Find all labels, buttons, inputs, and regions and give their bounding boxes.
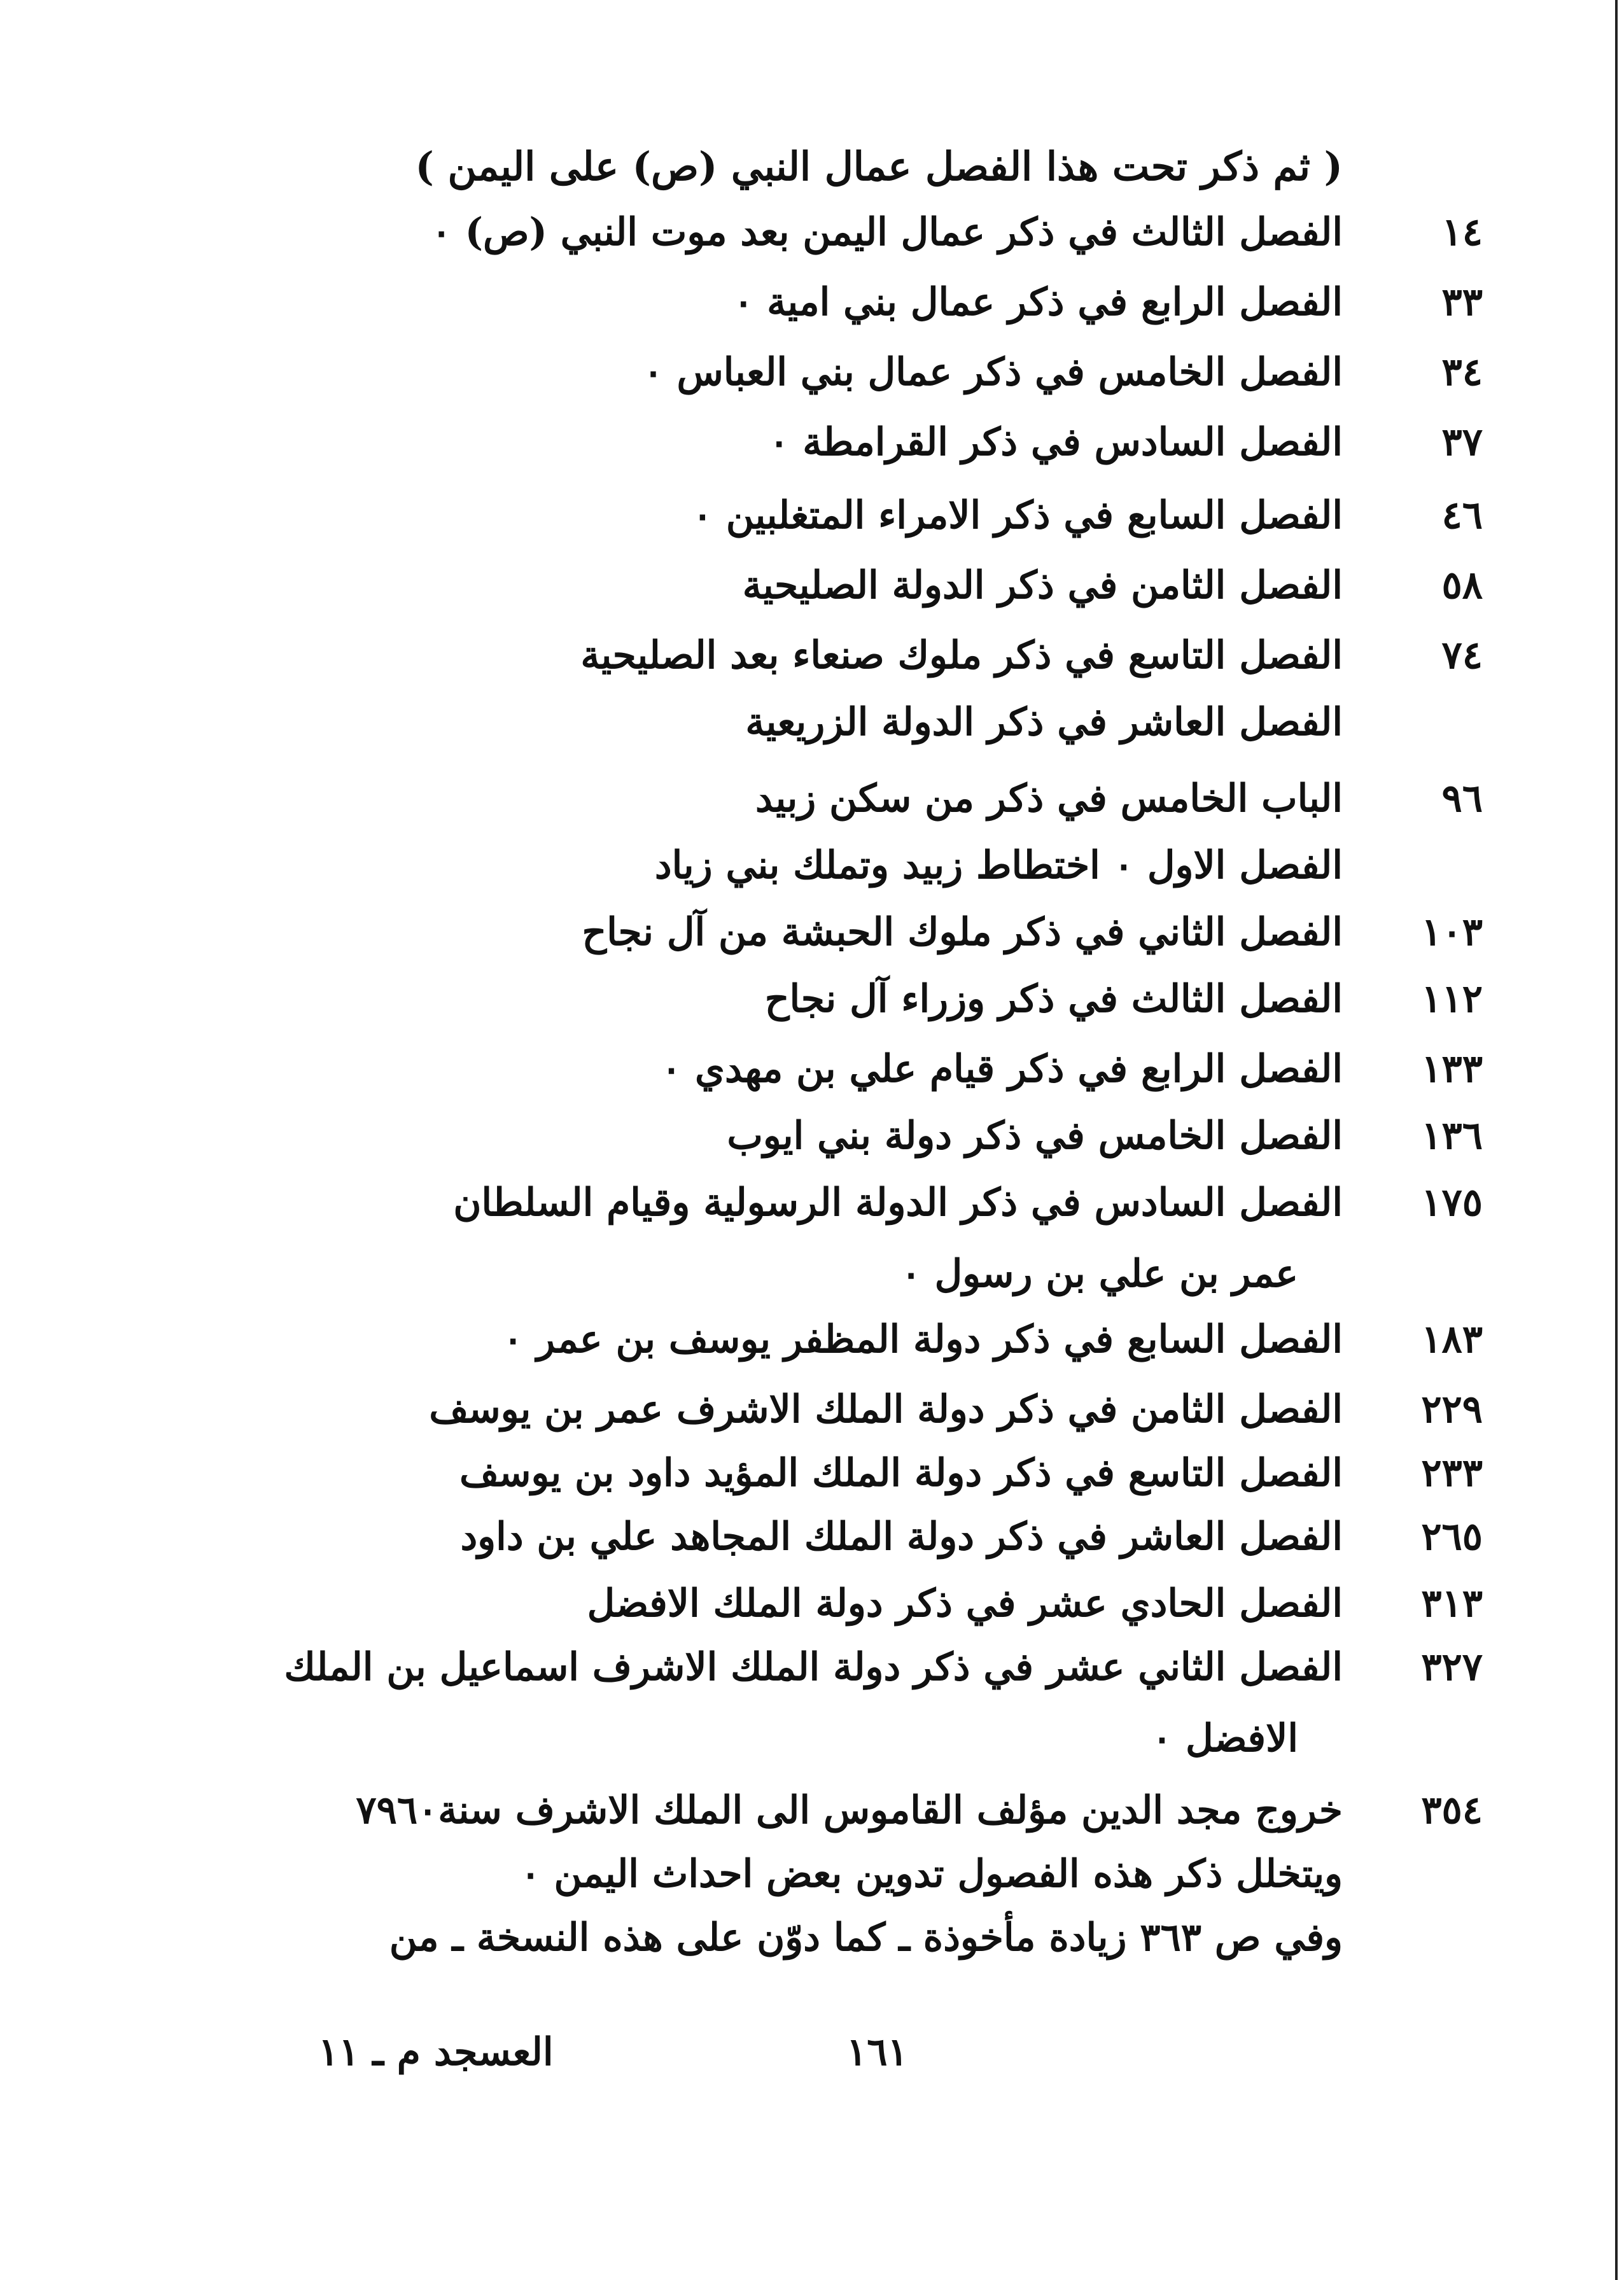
toc-entry: [305, 910, 1489, 974]
chapter-title: الفصل السابع في ذكر الامراء المتغلبين ٠: [692, 493, 1343, 538]
chapter-title-continued: الافضل ٠: [1151, 1716, 1298, 1761]
toc-entry: [305, 493, 1489, 557]
chapter-title: الباب الخامس في ذكر من سكن زبيد: [755, 776, 1343, 821]
toc-entry: [284, 1645, 1489, 1761]
chapter-title: الفصل العاشر في ذكر دولة الملك المجاهد علي بن داود: [460, 1514, 1343, 1559]
page-ref: ٤٦: [1441, 493, 1483, 538]
chapter-title: خروج مجد الدين مؤلف القاموس الى الملك الاشرف سنة٧٩٦٠: [356, 1788, 1343, 1833]
page-ref: ٢٣٣: [1421, 1451, 1483, 1495]
chapter-title: الفصل الثامن في ذكر الدولة الصليحية: [742, 563, 1343, 608]
page-ref: ٢٦٥: [1421, 1514, 1483, 1559]
chapter-title: وفي ص ٣٦٣ زيادة مأخوذة ـ كما دوّن على هذه النسخة ـ من: [389, 1915, 1343, 1960]
toc-entry: [305, 280, 1489, 344]
chapter-title: الفصل التاسع في ذكر دولة الملك المؤيد داود بن يوسف: [459, 1451, 1343, 1495]
footer-signature: العسجد م ـ ١١: [318, 2030, 554, 2074]
toc-entry: [305, 1387, 1489, 1451]
chapter-title: الفصل الثامن في ذكر دولة الملك الاشرف عمر بن يوسف: [429, 1387, 1343, 1432]
toc-entry: [305, 977, 1489, 1040]
toc-entry: [305, 1788, 1489, 1852]
page-ref: ٣٢٧: [1421, 1645, 1483, 1689]
toc-entry: [305, 1581, 1489, 1645]
page-ref: ٣١٣: [1421, 1581, 1483, 1626]
page-ref: ٧٤: [1441, 633, 1483, 678]
toc-entry: [305, 1180, 1489, 1296]
page-ref: ١٠٣: [1421, 910, 1483, 955]
page-ref: ١٤: [1441, 210, 1483, 255]
chapter-title: الفصل الثاني في ذكر ملوك الحبشة من آل نجاح: [582, 910, 1343, 955]
toc-entry: [305, 1451, 1489, 1514]
chapter-title: ويتخلل ذكر هذه الفصول تدوين بعض احداث اليمن ٠: [520, 1852, 1343, 1896]
chapter-title: الفصل الرابع في ذكر عمال بني امية ٠: [733, 280, 1343, 325]
page-ref: ٩٦: [1441, 776, 1483, 821]
chapter-title: الفصل السادس في ذكر القرامطة ٠: [769, 420, 1343, 465]
toc-entry: [305, 210, 1489, 274]
page-edge-line: [1615, 0, 1618, 2280]
page-ref: ٣٧: [1441, 420, 1483, 465]
chapter-title: الفصل الخامس في ذكر عمال بني العباس ٠: [643, 350, 1343, 395]
page-ref: ٣٤: [1441, 350, 1483, 395]
page-ref: ١٣٦: [1421, 1114, 1483, 1158]
footer-page-number: ١٦١: [846, 2030, 908, 2074]
toc-entry: [305, 633, 1489, 697]
page-ref: ٥٨: [1441, 563, 1483, 608]
page-ref: ٣٣: [1441, 280, 1483, 325]
chapter-title: الفصل الثالث في ذكر وزراء آل نجاح: [764, 977, 1343, 1021]
toc-entry: [305, 563, 1489, 627]
page-ref: ٣٥٤: [1421, 1788, 1483, 1833]
toc-entry: [305, 1317, 1489, 1381]
chapter-title: الفصل السادس في ذكر الدولة الرسولية وقيام السلطان: [453, 1180, 1343, 1225]
toc-entry: [305, 776, 1489, 840]
chapter-title: الفصل الحادي عشر في ذكر دولة الملك الافضل: [587, 1581, 1343, 1626]
toc-entry: [305, 1852, 1489, 1915]
chapter-title: الفصل الثالث في ذكر عمال اليمن بعد موت النبي (ص) ٠: [431, 210, 1343, 255]
page-ref: ٢٢٩: [1421, 1387, 1483, 1432]
toc-entry: [305, 1915, 1489, 1979]
intro-note: ( ثم ذكر تحت هذا الفصل عمال النبي (ص) على اليمن ): [415, 143, 1343, 190]
toc-entry: [305, 843, 1489, 907]
toc-entry: [305, 350, 1489, 414]
toc-entry: [305, 700, 1489, 764]
page-ref: ١٣٣: [1421, 1047, 1483, 1091]
toc-entry: [305, 420, 1489, 484]
chapter-title: الفصل السابع في ذكر دولة المظفر يوسف بن عمر ٠: [503, 1317, 1343, 1362]
page-ref: ١٧٥: [1421, 1180, 1483, 1225]
page-ref: ١١٢: [1421, 977, 1483, 1021]
chapter-title: الفصل الثاني عشر في ذكر دولة الملك الاشرف اسماعيل بن الملك: [284, 1645, 1343, 1689]
chapter-title: الفصل التاسع في ذكر ملوك صنعاء بعد الصليحية: [580, 633, 1343, 678]
toc-entry: [305, 1514, 1489, 1578]
chapter-title: الفصل الرابع في ذكر قيام علي بن مهدي ٠: [661, 1047, 1343, 1091]
chapter-title-continued: عمر بن علي بن رسول ٠: [900, 1252, 1298, 1296]
page-ref: ١٨٣: [1421, 1317, 1483, 1362]
chapter-title: الفصل الاول ٠ اختطاط زبيد وتملك بني زياد: [654, 843, 1343, 888]
chapter-title: الفصل العاشر في ذكر الدولة الزريعية: [745, 700, 1343, 745]
toc-entry: [305, 1047, 1489, 1110]
chapter-title: الفصل الخامس في ذكر دولة بني ايوب: [727, 1114, 1343, 1158]
toc-entry: [305, 1114, 1489, 1177]
